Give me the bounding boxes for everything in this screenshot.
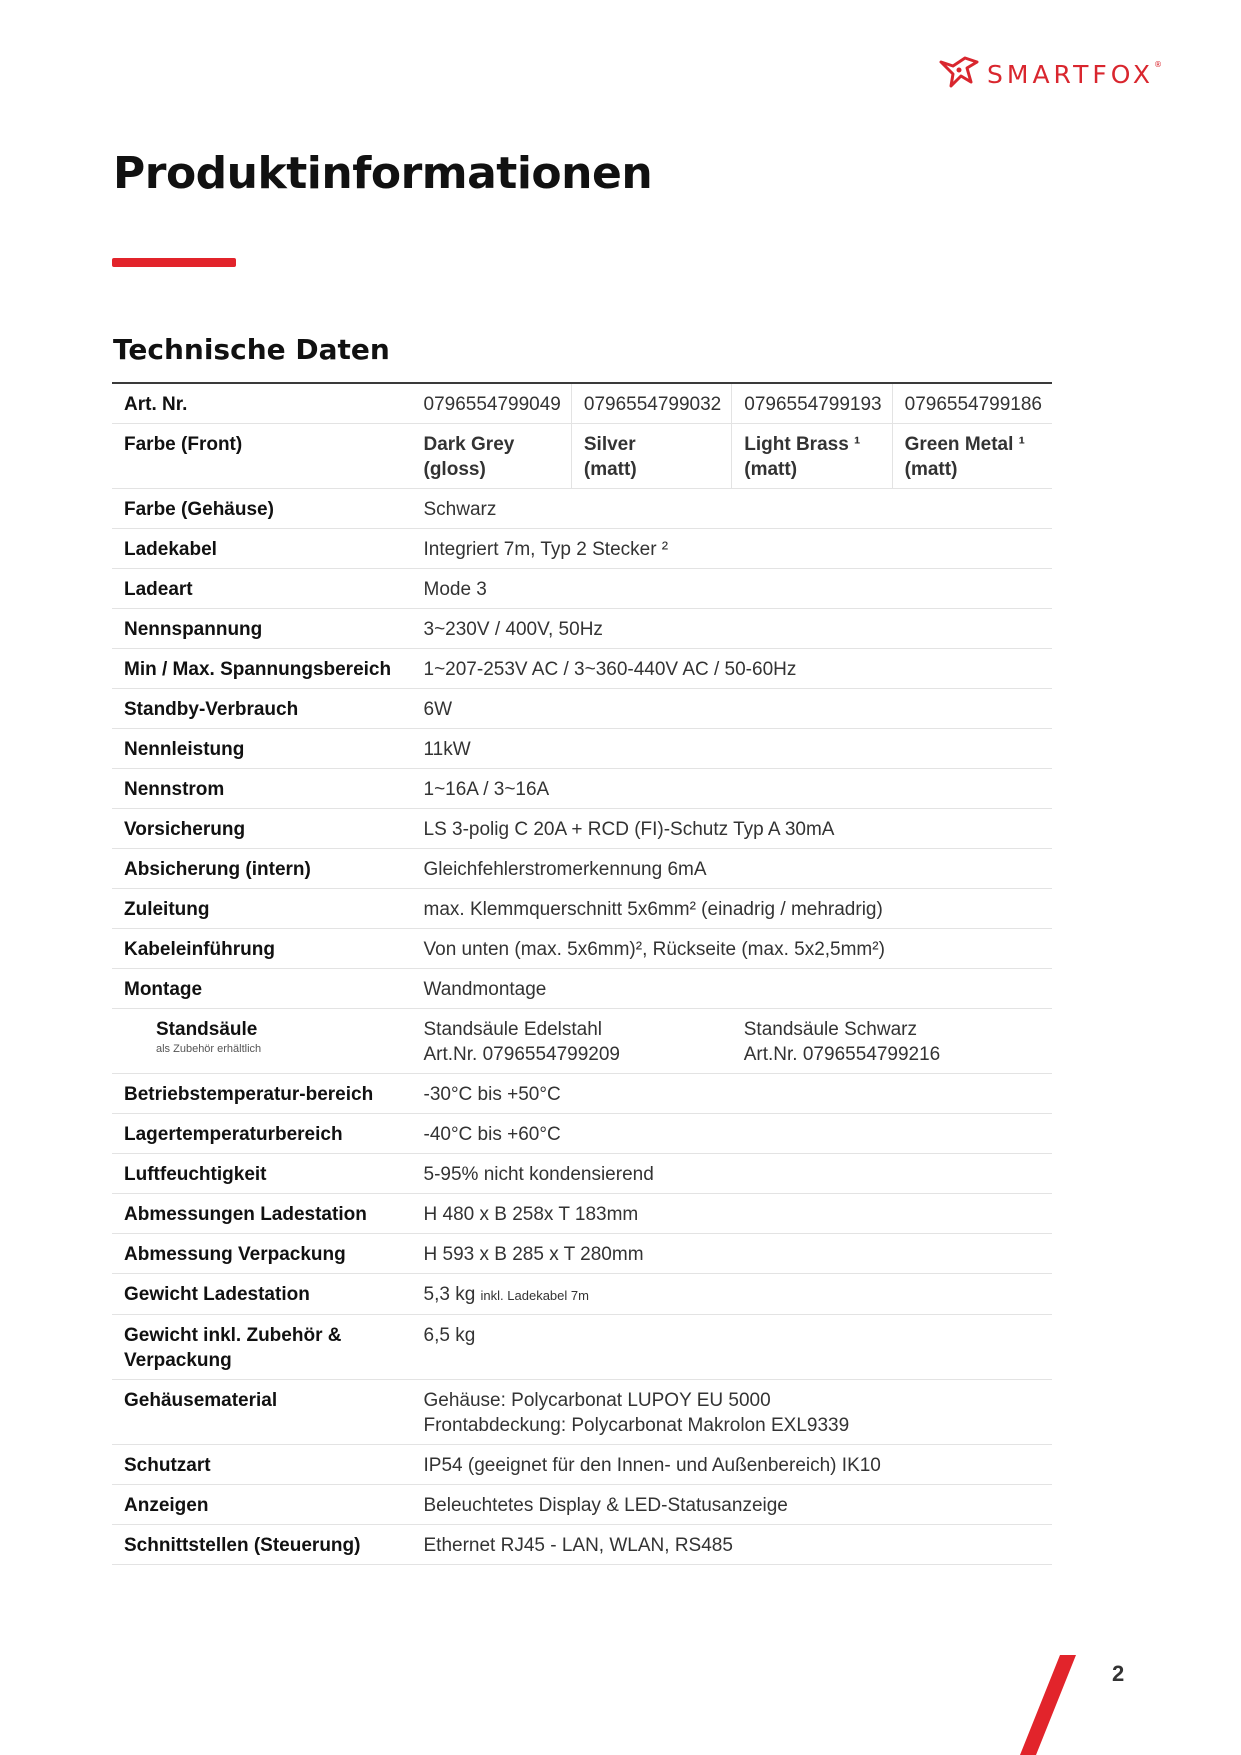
spec-label: Luftfeuchtigkeit [112,1154,412,1194]
spec-value: H 593 x B 285 x T 280mm [412,1234,1053,1274]
front-color-name: Dark Grey [423,434,515,455]
spec-value: 1~16A / 3~16A [412,769,1053,809]
spec-label: Gehäusematerial [112,1380,412,1445]
title-accent-bar [112,258,236,267]
front-color-value [571,424,731,489]
spec-row-standsaeule [112,1009,1052,1074]
front-color-value [732,424,892,489]
specs-table [112,382,1052,1565]
spec-value: -30°C bis +50°C [412,1074,1053,1114]
spec-value: 11kW [412,729,1053,769]
spec-value: -40°C bis +60°C [412,1114,1053,1154]
spec-value: LS 3-polig C 20A + RCD (FI)-Schutz Typ A 30mA [412,809,1053,849]
material-housing: Gehäuse: Polycarbonat LUPOY EU 5000 [423,1390,771,1411]
spec-row [112,1154,1052,1194]
page-title: Produktinformationen [113,148,653,199]
spec-label: Nennstrom [112,769,412,809]
spec-value: Schwarz [412,489,1053,529]
spec-label: Farbe (Gehäuse) [112,489,412,529]
spec-label: Min / Max. Spannungsbereich [112,649,412,689]
front-color-value [412,424,572,489]
spec-value: 5-95% nicht kondensierend [412,1154,1053,1194]
spec-row [112,649,1052,689]
spec-label: Zuleitung [112,889,412,929]
spec-row [112,809,1052,849]
spec-row [112,1485,1052,1525]
art-nr-value: 0796554799193 [732,383,892,424]
spec-label: Gewicht Ladestation [112,1274,412,1315]
spec-value: 6W [412,689,1053,729]
spec-row [112,729,1052,769]
accessory-note: als Zubehör erhältlich [156,1043,262,1055]
spec-label: Kabeleinführung [112,929,412,969]
option-name: Standsäule Schwarz [743,1019,917,1040]
spec-label: Abmessung Verpackung [112,1234,412,1274]
option-art-nr: Art.Nr. 0796554799209 [423,1044,620,1065]
spec-row [112,1315,1052,1380]
spec-label: Abmessungen Ladestation [112,1194,412,1234]
front-color-finish: (matt) [583,459,637,480]
spec-label: Montage [112,969,412,1009]
spec-label: Gewicht inkl. Zubehör & Verpackung [112,1315,412,1380]
spec-label: Ladekabel [112,529,412,569]
spec-label: Absicherung (intern) [112,849,412,889]
spec-row-material [112,1380,1052,1445]
spec-value: Beleuchtetes Display & LED-Statusanzeige [412,1485,1053,1525]
weight-value: 5,3 kg [423,1284,476,1305]
spec-row [112,689,1052,729]
front-color-value [892,424,1052,489]
spec-row [112,1114,1052,1154]
spec-label: Farbe (Front) [112,424,412,489]
spec-row [112,929,1052,969]
spec-label: Nennspannung [112,609,412,649]
standsaeule-label: Standsäule [156,1019,258,1040]
spec-label [112,1009,412,1074]
front-color-finish: (gloss) [423,459,486,480]
spec-row [112,529,1052,569]
smartfox-logo [937,52,1162,96]
spec-value: 6,5 kg [412,1315,1053,1380]
front-color-finish: (matt) [744,459,798,480]
spec-row [112,489,1052,529]
art-nr-value: 0796554799186 [892,383,1052,424]
spec-value: 3~230V / 400V, 50Hz [412,609,1053,649]
spec-label: Art. Nr. [112,383,412,424]
option-name: Standsäule Edelstahl [423,1019,603,1040]
front-color-name: Silver [583,434,636,455]
spec-value [412,1380,1053,1445]
standsaeule-option [412,1009,732,1074]
spec-label: Schutzart [112,1445,412,1485]
standsaeule-option [732,1009,1052,1074]
front-color-name: Green Metal ¹ [904,434,1025,455]
spec-row [112,609,1052,649]
spec-value: 1~207-253V AC / 3~360-440V AC / 50-60Hz [412,649,1053,689]
spec-row [112,969,1052,1009]
spec-label: Vorsicherung [112,809,412,849]
spec-label: Schnittstellen (Steuerung) [112,1525,412,1565]
spec-row-front-color [112,424,1052,489]
spec-row [112,889,1052,929]
spec-value: H 480 x B 258x T 183mm [412,1194,1053,1234]
spec-row [112,1525,1052,1565]
spec-row [112,1445,1052,1485]
art-nr-value: 0796554799049 [412,383,572,424]
page-number: 2 [1112,1661,1125,1686]
spec-label: Nennleistung [112,729,412,769]
weight-note: inkl. Ladekabel 7m [480,1288,589,1303]
section-title: Technische Daten [113,333,390,366]
option-art-nr: Art.Nr. 0796554799216 [743,1044,941,1065]
material-front: Frontabdeckung: Polycarbonat Makrolon EXL9339 [423,1415,850,1436]
spec-row-art-nr [112,383,1052,424]
brand-name: SMARTFOX® [987,59,1162,89]
spec-row [112,1194,1052,1234]
spec-label: Anzeigen [112,1485,412,1525]
spec-row-gewicht [112,1274,1052,1315]
spec-value: max. Klemmquerschnitt 5x6mm² (einadrig / mehradrig) [412,889,1053,929]
spec-value: Integriert 7m, Typ 2 Stecker ² [412,529,1053,569]
spec-value: Mode 3 [412,569,1053,609]
spec-label: Lagertemperaturbereich [112,1114,412,1154]
spec-label: Betriebstemperatur-bereich [112,1074,412,1114]
spec-row [112,1234,1052,1274]
spec-label: Standby-Verbrauch [112,689,412,729]
spec-value: Gleichfehlerstromerkennung 6mA [412,849,1053,889]
front-color-finish: (matt) [904,459,958,480]
spec-row [112,769,1052,809]
spec-value [412,1274,1053,1315]
spec-row [112,569,1052,609]
spec-value: Von unten (max. 5x6mm)², Rückseite (max. 5x2,5mm²) [412,929,1053,969]
spec-row [112,849,1052,889]
spec-label: Ladeart [112,569,412,609]
smartfox-fox-icon [937,52,981,96]
spec-row [112,1074,1052,1114]
front-color-name: Light Brass ¹ [744,434,861,455]
corner-slash-decoration [1020,1655,1090,1755]
spec-value: Ethernet RJ45 - LAN, WLAN, RS485 [412,1525,1053,1565]
spec-value: IP54 (geeignet für den Innen- und Außenbereich) IK10 [412,1445,1053,1485]
spec-value: Wandmontage [412,969,1053,1009]
art-nr-value: 0796554799032 [571,383,731,424]
